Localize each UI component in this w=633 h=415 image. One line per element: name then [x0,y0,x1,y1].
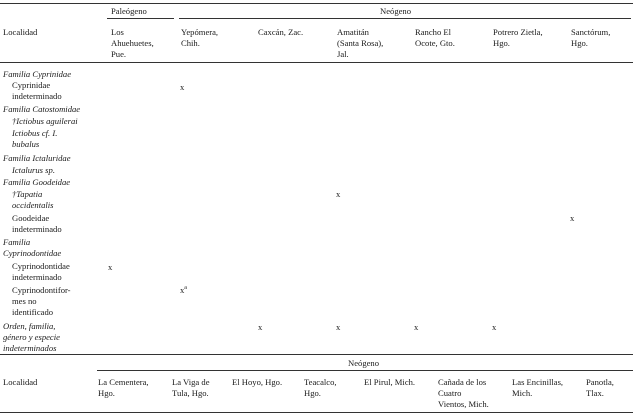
rule-top [0,3,633,4]
column-header-canada-de-los-cuatro-vientos: Cañada de los Cuatro Vientos, Mich. [438,377,489,409]
mark-x: x [336,322,341,332]
column-header-los-ahuehuetes: Los Ahuehuetes, Pue. [111,27,154,59]
column-header-la-viga-de-tula: La Viga de Tula, Hgo. [172,377,210,398]
mark-x: x [180,82,185,92]
rule-paleogeno [107,18,174,19]
mark-x: x [492,322,497,332]
row-familia-cyprinidae: Familia Cyprinidae [3,69,72,79]
rule-bottom-neogeno [97,370,633,371]
row-familia-ictaluridae: Familia Ictaluridae [3,153,71,163]
row-cyprinodontiformes-no-identificado: Cyprinodontifor- mes no identificado [12,285,71,317]
column-header-localidad: Localidad [3,27,38,37]
row-goodeidae-indeterminado: Goodeidae indeterminado [12,213,62,234]
row-familia-catostomidae: Familia Catostomidae [3,104,81,114]
column-header-la-cementera: La Cementera, Hgo. [98,377,149,398]
row-cyprinodontidae-indeterminado: Cyprinodontidae indeterminado [12,261,70,282]
mark-x: x [258,322,263,332]
rule-header-bottom [0,62,633,63]
column-header-las-encinillas: Las Encinillas, Mich. [512,377,564,398]
row-cyprinidae-indeterminado: Cyprinidae indeterminado [12,80,62,101]
mark-x-superscript [180,285,187,296]
column-header-el-hoyo: El Hoyo, Hgo. [232,377,283,387]
mark-x: x [336,189,341,199]
row-ictalurus-sp: Ictalurus sp. [12,165,55,175]
group-header-neogeno-bottom: Neógeno [348,358,380,368]
row-tapatia-occidentalis: †Tapatia occidentalis [12,189,54,210]
rule-end [0,412,633,413]
mark-x: x [108,262,113,272]
mark-x-value: x [180,285,185,295]
group-header-neogeno: Neógeno [380,6,412,16]
column-header-yepomera: Yepómera, Chih. [181,27,219,48]
column-header-rancho-el-ocote: Rancho El Ocote, Gto. [415,27,455,48]
column-header-potrero-zietla: Potrero Zietla, Hgo. [493,27,543,48]
column-header-amatitan: Amatitán (Santa Rosa), Jal. [337,27,384,59]
column-header-caxcan: Caxcán, Zac. [258,27,304,37]
row-familia-goodeidae: Familia Goodeidae [3,177,71,187]
rule-middle [0,354,633,355]
row-orden-indeterminados: Orden, familia, género y especie indeterminados [3,321,60,353]
column-header-teacalco: Teacalco, Hgo. [304,377,337,398]
mark-x: x [414,322,419,332]
row-ictiobus-aguilerai: †Ictiobus aguilerai [12,116,78,126]
mark-x: x [570,213,575,223]
column-header-sanctorum: Sanctórum, Hgo. [571,27,611,48]
group-header-paleogeno: Paleógeno [111,6,147,16]
column-header-el-pirul: El Pirul, Mich. [364,377,416,387]
footnote-marker-a: a [184,285,187,292]
column-header-panotla: Panotla, Tlax. [586,377,614,398]
row-ictiobus-bubalus: Ictiobus cf. I. bubalus [12,128,58,149]
row-familia-cyprinodontidae: Familia Cyprinodontidae [3,237,62,258]
rule-neogeno [179,18,631,19]
column-header-localidad-bottom: Localidad [3,377,38,387]
